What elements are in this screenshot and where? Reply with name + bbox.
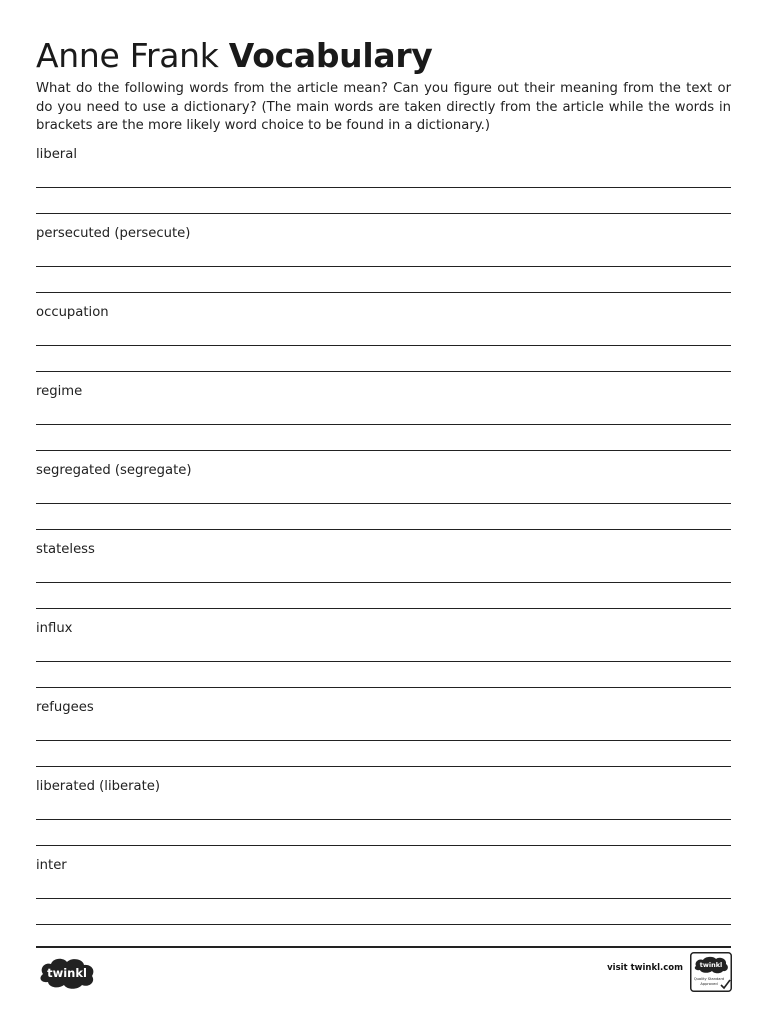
vocabulary-item: [36, 383, 731, 462]
visit-link[interactable]: visit twinkl.com: [607, 963, 683, 973]
vocabulary-word: regime: [36, 384, 83, 399]
badge-line2-text: Approved: [700, 982, 718, 986]
vocabulary-item: [36, 778, 731, 857]
twinkl-logo-text: twinkl: [47, 966, 87, 980]
worksheet-header: [36, 36, 731, 136]
vocabulary-word: occupation: [36, 305, 109, 320]
answer-line[interactable]: [36, 424, 731, 425]
answer-line[interactable]: [36, 371, 731, 372]
vocabulary-word: liberated (liberate): [36, 779, 161, 794]
answer-line[interactable]: [36, 292, 731, 293]
title-light: Anne Frank: [36, 36, 219, 75]
badge-line1-text: Quality Standard: [693, 977, 725, 981]
badge-brand-text: twinkl: [699, 961, 723, 969]
vocabulary-item: [36, 225, 731, 304]
answer-line[interactable]: [36, 345, 731, 346]
vocabulary-word: stateless: [36, 542, 95, 557]
quality-standard-badge: [690, 952, 732, 992]
vocabulary-item: [36, 541, 731, 620]
vocabulary-item: [36, 304, 731, 383]
answer-line[interactable]: [36, 766, 731, 767]
vocabulary-item: [36, 857, 731, 936]
answer-line[interactable]: [36, 213, 731, 214]
answer-line[interactable]: [36, 661, 731, 662]
vocabulary-item: [36, 146, 731, 225]
page-title: [36, 36, 731, 76]
vocabulary-word: influx: [36, 621, 73, 636]
answer-line[interactable]: [36, 608, 731, 609]
answer-line[interactable]: [36, 187, 731, 188]
answer-line[interactable]: [36, 582, 731, 583]
answer-line[interactable]: [36, 266, 731, 267]
answer-line[interactable]: [36, 898, 731, 899]
title-bold: Vocabulary: [228, 36, 433, 75]
footer-divider: [36, 946, 731, 948]
answer-line[interactable]: [36, 924, 731, 925]
vocabulary-word: refugees: [36, 700, 94, 715]
vocabulary-item: [36, 699, 731, 778]
answer-line[interactable]: [36, 819, 731, 820]
answer-line[interactable]: [36, 529, 731, 530]
vocabulary-word: liberal: [36, 147, 77, 162]
twinkl-logo: [37, 954, 97, 990]
vocabulary-list: [36, 146, 731, 936]
instructions-text: What do the following words from the article mean? Can you figure out their meaning from the text or do you need to use a dictionary? (The main words are taken directly from the article while the words in brackets are the more likely word choice to be found in a dictionary.): [36, 81, 731, 133]
vocabulary-item: [36, 462, 731, 541]
answer-line[interactable]: [36, 503, 731, 504]
answer-line[interactable]: [36, 687, 731, 688]
answer-line[interactable]: [36, 740, 731, 741]
vocabulary-word: inter: [36, 858, 67, 873]
vocabulary-item: [36, 620, 731, 699]
answer-line[interactable]: [36, 845, 731, 846]
answer-line[interactable]: [36, 450, 731, 451]
vocabulary-word: persecuted (persecute): [36, 226, 191, 241]
vocabulary-word: segregated (segregate): [36, 463, 192, 478]
